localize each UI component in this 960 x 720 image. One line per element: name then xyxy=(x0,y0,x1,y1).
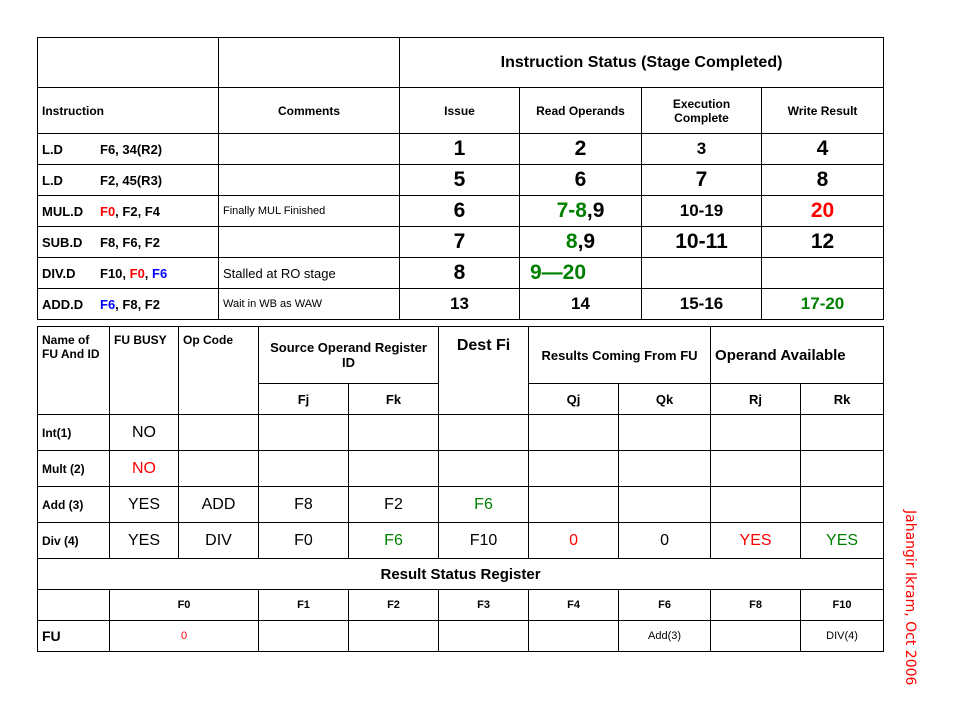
fu-name-cell: Div (4) xyxy=(38,523,110,559)
exec-cell: 10-11 xyxy=(642,227,762,258)
source-operand-header: Source Operand Register ID xyxy=(259,327,439,384)
issue-cell: 7 xyxy=(400,227,520,258)
table-row xyxy=(38,487,884,523)
fu-name-header: Name of FU And ID xyxy=(38,327,110,415)
rk-cell: YES xyxy=(801,523,884,559)
register-header: F8 xyxy=(711,590,801,621)
fu-busy-cell: YES xyxy=(110,487,179,523)
blank-cell xyxy=(38,590,110,621)
fu-busy-cell: NO xyxy=(110,415,179,451)
comment-cell: Stalled at RO stage xyxy=(219,258,400,289)
register-header: F4 xyxy=(529,590,619,621)
fk-header: Fk xyxy=(349,384,439,415)
qj-cell xyxy=(529,415,619,451)
register-header: F6 xyxy=(619,590,711,621)
instruction-cell: MUL.D F0, F2, F4 xyxy=(38,196,219,227)
read-cell: 14 xyxy=(520,289,642,320)
comment-cell: Wait in WB as WAW xyxy=(219,289,400,320)
read-cell: 2 xyxy=(520,134,642,165)
result-status-title: Result Status Register xyxy=(38,559,884,590)
comment-cell: Finally MUL Finished xyxy=(219,196,400,227)
table-row xyxy=(38,134,884,165)
fu-name-cell: Add (3) xyxy=(38,487,110,523)
instruction-header: Instruction xyxy=(38,88,219,134)
register-value: DIV(4) xyxy=(801,621,884,652)
read-cell: 8,9 xyxy=(520,227,642,258)
issue-cell: 6 xyxy=(400,196,520,227)
instruction-cell: SUB.D F8, F6, F2 xyxy=(38,227,219,258)
fj-cell: F0 xyxy=(259,523,349,559)
blank-cell xyxy=(219,38,400,88)
dest-header: Dest Fi xyxy=(439,327,529,415)
fj-cell xyxy=(259,451,349,487)
qk-cell xyxy=(619,487,711,523)
rk-header: Rk xyxy=(801,384,884,415)
register-value: Add(3) xyxy=(619,621,711,652)
rk-cell xyxy=(801,487,884,523)
register-header: F1 xyxy=(259,590,349,621)
execution-complete-header: Execution Complete xyxy=(642,88,762,134)
instruction-cell: L.D F2, 45(R3) xyxy=(38,165,219,196)
register-value xyxy=(711,621,801,652)
register-header: F10 xyxy=(801,590,884,621)
qk-cell xyxy=(619,451,711,487)
rj-cell xyxy=(711,487,801,523)
fj-cell: F8 xyxy=(259,487,349,523)
rj-cell xyxy=(711,451,801,487)
fk-cell xyxy=(349,415,439,451)
register-value xyxy=(349,621,439,652)
exec-cell: 3 xyxy=(642,134,762,165)
table-row xyxy=(38,165,884,196)
rk-cell xyxy=(801,451,884,487)
fk-cell xyxy=(349,451,439,487)
register-header: F2 xyxy=(349,590,439,621)
fu-row-label: FU xyxy=(38,621,110,652)
qj-cell: 0 xyxy=(529,523,619,559)
table-row xyxy=(38,523,884,559)
fj-header: Fj xyxy=(259,384,349,415)
read-cell: 9—20 xyxy=(520,258,642,289)
fi-cell: F6 xyxy=(439,487,529,523)
issue-cell: 13 xyxy=(400,289,520,320)
fi-cell xyxy=(439,451,529,487)
register-value xyxy=(259,621,349,652)
fu-name-cell: Mult (2) xyxy=(38,451,110,487)
op-cell xyxy=(179,451,259,487)
rk-cell xyxy=(801,415,884,451)
write-cell: 4 xyxy=(762,134,884,165)
instruction-cell: L.D F6, 34(R2) xyxy=(38,134,219,165)
write-cell: 20 xyxy=(762,196,884,227)
read-cell: 6 xyxy=(520,165,642,196)
exec-cell: 15-16 xyxy=(642,289,762,320)
register-header: F0 xyxy=(110,590,259,621)
fi-cell: F10 xyxy=(439,523,529,559)
read-cell: 7-8,9 xyxy=(520,196,642,227)
register-value xyxy=(439,621,529,652)
instruction-status-table xyxy=(37,37,884,320)
comment-cell xyxy=(219,134,400,165)
fu-status-table xyxy=(37,326,884,652)
qk-header: Qk xyxy=(619,384,711,415)
rj-cell: YES xyxy=(711,523,801,559)
qj-header: Qj xyxy=(529,384,619,415)
fu-busy-header: FU BUSY xyxy=(110,327,179,415)
issue-header: Issue xyxy=(400,88,520,134)
exec-cell: 10-19 xyxy=(642,196,762,227)
rj-header: Rj xyxy=(711,384,801,415)
op-cell: DIV xyxy=(179,523,259,559)
table-row xyxy=(38,289,884,320)
issue-cell: 8 xyxy=(400,258,520,289)
write-result-header: Write Result xyxy=(762,88,884,134)
fk-cell: F6 xyxy=(349,523,439,559)
qk-cell: 0 xyxy=(619,523,711,559)
fu-name-cell: Int(1) xyxy=(38,415,110,451)
comment-cell xyxy=(219,227,400,258)
comment-cell xyxy=(219,165,400,196)
register-header: F3 xyxy=(439,590,529,621)
table-row xyxy=(38,227,884,258)
instruction-cell: ADD.D F6, F8, F2 xyxy=(38,289,219,320)
qj-cell xyxy=(529,451,619,487)
write-cell: 17-20 xyxy=(762,289,884,320)
results-from-header: Results Coming From FU xyxy=(529,327,711,384)
write-cell: 8 xyxy=(762,165,884,196)
fi-cell xyxy=(439,415,529,451)
fj-cell xyxy=(259,415,349,451)
fu-busy-cell: NO xyxy=(110,451,179,487)
op-code-header: Op Code xyxy=(179,327,259,415)
qj-cell xyxy=(529,487,619,523)
comments-header: Comments xyxy=(219,88,400,134)
register-value xyxy=(529,621,619,652)
operand-available-header: Operand Available xyxy=(711,327,884,384)
register-value: 0 xyxy=(110,621,259,652)
table-row xyxy=(38,258,884,289)
issue-cell: 5 xyxy=(400,165,520,196)
author-credit: Jahangir Ikram, Oct 2006 xyxy=(902,510,918,686)
op-cell: ADD xyxy=(179,487,259,523)
fu-busy-cell: YES xyxy=(110,523,179,559)
instruction-status-title: Instruction Status (Stage Completed) xyxy=(400,38,884,88)
write-cell: 12 xyxy=(762,227,884,258)
table-row xyxy=(38,196,884,227)
exec-cell: 7 xyxy=(642,165,762,196)
table-row xyxy=(38,415,884,451)
issue-cell: 1 xyxy=(400,134,520,165)
op-cell xyxy=(179,415,259,451)
blank-cell xyxy=(38,38,219,88)
read-operands-header: Read Operands xyxy=(520,88,642,134)
fk-cell: F2 xyxy=(349,487,439,523)
instruction-cell: DIV.D F10, F0, F6 xyxy=(38,258,219,289)
write-cell xyxy=(762,258,884,289)
qk-cell xyxy=(619,415,711,451)
rj-cell xyxy=(711,415,801,451)
table-row xyxy=(38,451,884,487)
exec-cell xyxy=(642,258,762,289)
